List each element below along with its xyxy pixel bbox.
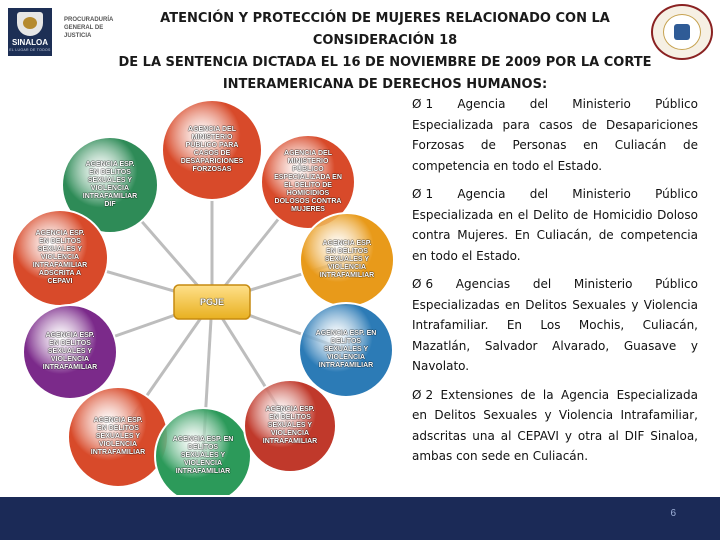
arrow-bullet-icon: Ø [412,277,422,291]
title-line: ATENCIÓN Y PROTECCIÓN DE MUJERES RELACIONADO CON LA CONSIDERACIÓN 18 [160,11,610,48]
bullet-item: Ø 1 Agencia del Ministerio Público Especializada en el Delito de Homicidio Doloso contra Mujeres. En Culiacán, de competencia en todo el Estado. [412,187,698,263]
pgje-logo [2,2,114,60]
institution-seal-icon [651,4,713,60]
footer-bar [0,497,720,540]
sinaloa-logo [8,8,52,56]
bullet-item: Ø 6 Agencias del Ministerio Público Especializadas en Delitos Sexuales y Violencia Intrafamiliar. En Los Mochis, Culiacán, Mazatlán, Salvador Alvarado, Guasave y Navolato. [412,277,698,373]
coat-of-arms-icon [17,12,43,36]
bullet-list [412,94,698,475]
bullet-item: Ø 1 Agencia del Ministerio Público Especializada para casos de Desapariciones Forzosas de Personas en Culiacán de competencia en todo el Estado. [412,97,698,173]
arrow-bullet-icon: Ø [412,387,422,402]
pgje-center-label: PGJE [199,297,224,307]
agency-node-label: AGENCIA DEL MINISTERIO PÚBLICO ESPECIALIZADA EN EL DELITO DE HOMICIDIOS DOLOSOS CONTRA MUJERES [274,150,342,213]
logo-word: SINALOA [12,38,48,47]
agency-node-label: AGENCIA ESP. EN DELITOS SEXUALES Y VIOLENCIA INTRAFAMILIAR [262,406,318,445]
logo-subtitle: EL LUGAR DE TODOS [9,48,51,52]
org-diagram [0,70,400,495]
title-line: DE LA SENTENCIA DICTADA EL 16 DE NOVIEMBRE DE 2009 POR LA CORTE [118,55,652,70]
logo-text: PROCURADURÍA GENERAL DE JUSTICIA [64,17,114,39]
agency-node-label: AGENCIA ESP. EN DELITOS SEXUALES Y VIOLENCIA INTRAFAMILIAR [319,240,375,279]
agency-node-label: AGENCIA ESP. EN DELITOS SEXUALES Y VIOLENCIA INTRAFAMILIAR [315,330,377,369]
arrow-bullet-icon: Ø [412,97,422,111]
agency-node-label: AGENCIA ESP. EN DELITOS SEXUALES Y VIOLENCIA INTRAFAMILIAR ADSCRITA A CEPAVI [32,230,88,285]
title-line: INTERAMERICANA DE DERECHOS HUMANOS: [222,77,548,92]
agency-node-label: AGENCIA ESP. EN DELITOS SEXUALES Y VIOLENCIA INTRAFAMILIAR DIF [82,161,138,208]
agency-node-label: AGENCIA ESP. EN DELITOS SEXUALES Y VIOLENCIA INTRAFAMILIAR [90,417,146,456]
arrow-bullet-icon: Ø [412,187,422,201]
agency-node-label: AGENCIA DEL MINISTERIO PÚBLICO PARA CASOS DE DESAPARICIONES FORZOSAS [180,126,244,173]
agency-node-label: AGENCIA ESP. EN DELITOS SEXUALES Y VIOLENCIA INTRAFAMILIAR [172,436,234,475]
page-number: 6 [670,508,676,519]
bullet-item: Ø 2 Extensiones de la Agencia Especializada en Delitos Sexuales y Violencia Intrafamiliar, adscritas una al CEPAVI y otra al DIF Sinaloa, ambas con sede en Culiacán. [412,387,698,463]
agency-node-label: AGENCIA ESP. EN DELITOS SEXUALES Y VIOLENCIA INTRAFAMILIAR [42,332,98,371]
